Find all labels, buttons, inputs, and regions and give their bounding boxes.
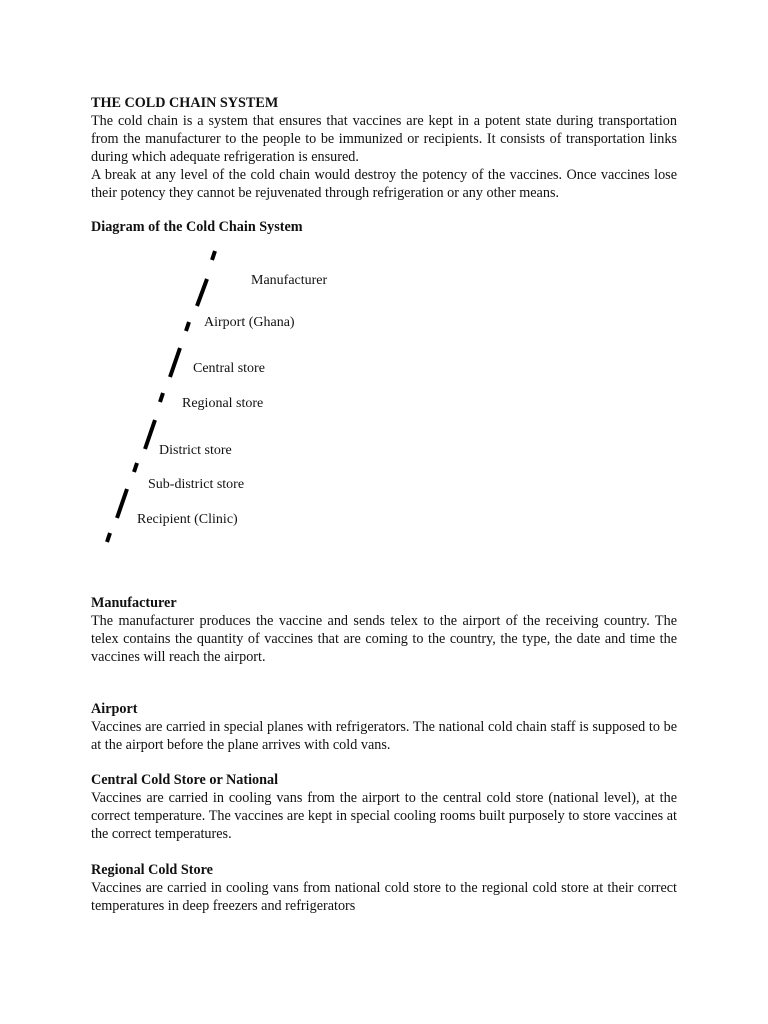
diagram-label-recipient: Recipient (Clinic) xyxy=(137,512,238,527)
document-title: THE COLD CHAIN SYSTEM xyxy=(91,95,279,111)
section-heading: Regional Cold Store xyxy=(91,862,213,878)
diagram-label-regional-store: Regional store xyxy=(182,396,264,411)
diagram-title: Diagram of the Cold Chain System xyxy=(91,219,303,235)
section-body: Vaccines are carried in cooling vans from national cold store to the regional cold store at their correct temperatures in deep freezers and refrigerators xyxy=(91,880,677,914)
chain-segment xyxy=(107,533,110,542)
chain-segment xyxy=(160,393,163,402)
section-regional-cold-store xyxy=(91,861,677,915)
chain-segment xyxy=(170,348,180,377)
diagram-title-block xyxy=(91,218,677,236)
diagram-label-airport: Airport (Ghana) xyxy=(204,315,295,330)
section-heading: Central Cold Store or National xyxy=(91,772,279,788)
intro-paragraph-2: A break at any level of the cold chain would destroy the potency of the vaccines. Once vaccines lose their potency they cannot be rejuvenated through refrigeration or any other means. xyxy=(91,167,677,201)
section-body: The manufacturer produces the vaccine and sends telex to the airport of the receiving country. The telex contains the quantity of vaccines that are coming to the country, the type, the date and time the vaccines will reach the airport. xyxy=(91,613,677,665)
chain-segment xyxy=(186,322,189,331)
intro-section xyxy=(91,94,677,202)
chain-segment xyxy=(134,463,137,472)
chain-segment xyxy=(145,420,155,449)
section-manufacturer xyxy=(91,594,677,666)
section-heading: Airport xyxy=(91,701,138,717)
section-body: Vaccines are carried in special planes with refrigerators. The national cold chain staff is supposed to be at the airport before the plane arrives with cold vans. xyxy=(91,719,677,753)
chain-segment xyxy=(117,489,127,518)
section-heading: Manufacturer xyxy=(91,595,177,611)
chain-segment xyxy=(212,251,215,260)
diagram-label-district-store: District store xyxy=(159,443,232,458)
chain-segment xyxy=(197,279,207,306)
section-airport xyxy=(91,700,677,754)
diagram-label-central-store: Central store xyxy=(193,361,265,376)
section-central-cold-store xyxy=(91,771,677,843)
section-body: Vaccines are carried in cooling vans from the airport to the central cold store (national level), at the correct temperature. The vaccines are kept in special cooling rooms built purposely to store vaccines at the correct temperatures. xyxy=(91,790,677,842)
intro-paragraph-1: The cold chain is a system that ensures that vaccines are kept in a potent state during transportation from the manufacturer to the people to be immunized or recipients. It consists of transportation links during which adequate refrigeration is ensured. xyxy=(91,113,677,165)
diagram-label-sub-district-store: Sub-district store xyxy=(148,477,245,492)
diagram-label-manufacturer: Manufacturer xyxy=(251,273,328,288)
